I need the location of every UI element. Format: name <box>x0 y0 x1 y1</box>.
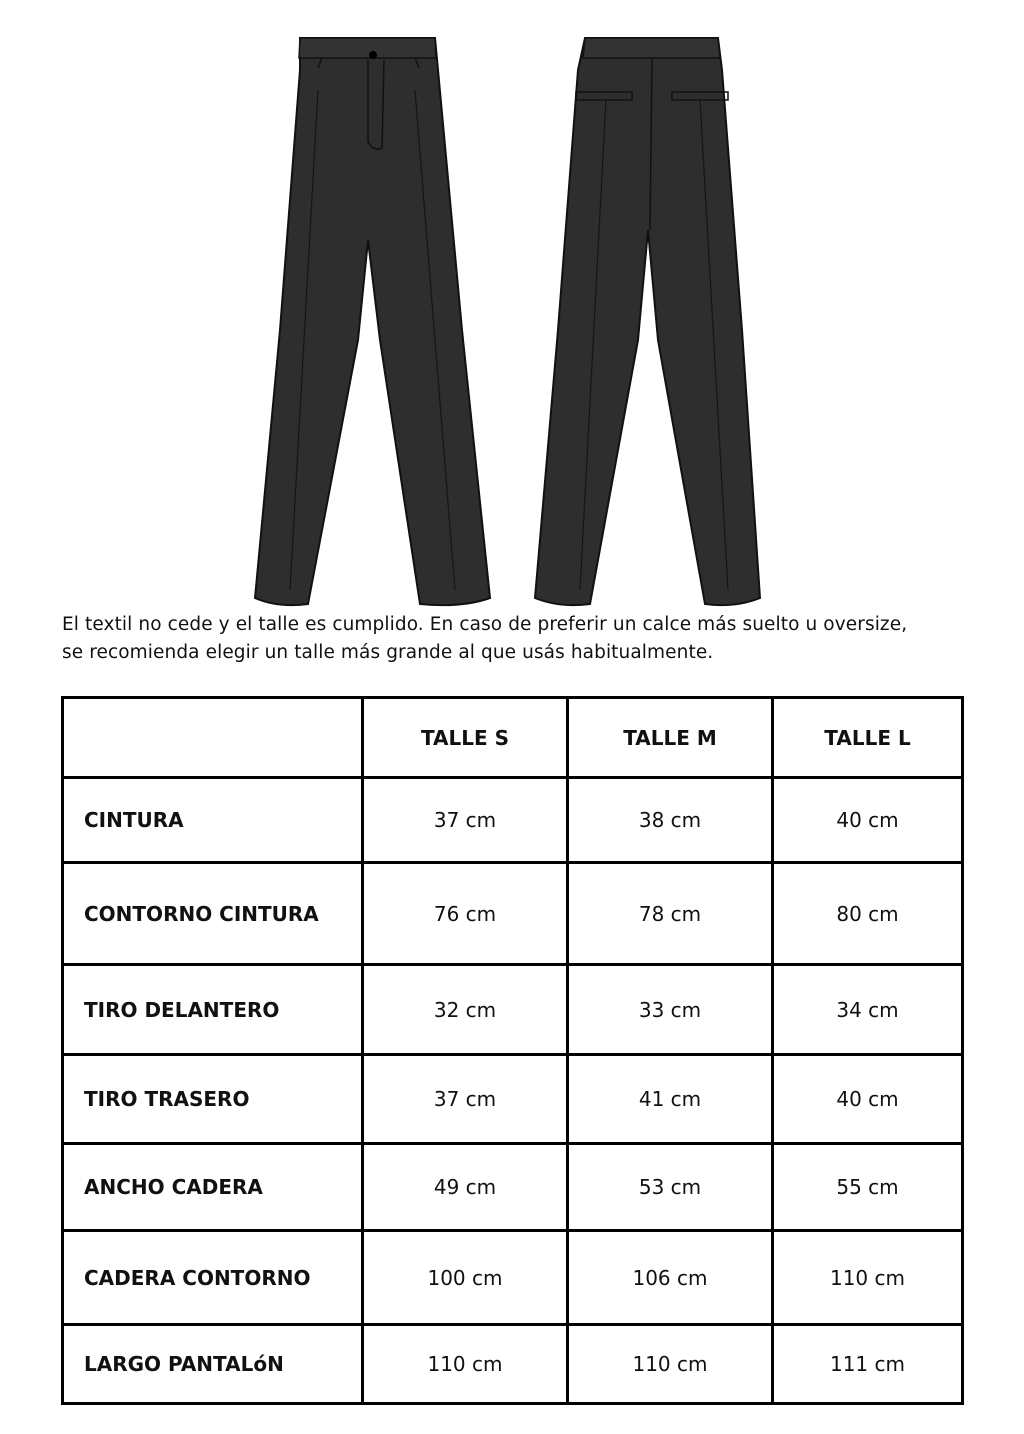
header-talle-s: TALLE S <box>363 698 568 778</box>
header-talle-m: TALLE M <box>568 698 773 778</box>
row-label: CONTORNO CINTURA <box>63 863 363 965</box>
row-label: CINTURA <box>63 778 363 863</box>
row-label: TIRO TRASERO <box>63 1055 363 1144</box>
value-m: 106 cm <box>568 1231 773 1325</box>
fit-note-line-1: El textil no cede y el talle es cumplido. En caso de preferir un calce más suelto u oversize, <box>62 614 908 635</box>
value-s: 32 cm <box>363 965 568 1055</box>
fit-note-line-2: se recomienda elegir un talle más grande al que usás habitualmente. <box>62 642 714 663</box>
header-talle-l: TALLE L <box>773 698 963 778</box>
value-l: 55 cm <box>773 1144 963 1231</box>
value-s: 37 cm <box>363 778 568 863</box>
value-m: 38 cm <box>568 778 773 863</box>
value-s: 49 cm <box>363 1144 568 1231</box>
header-empty-cell <box>63 698 363 778</box>
value-s: 110 cm <box>363 1325 568 1404</box>
value-l: 111 cm <box>773 1325 963 1404</box>
pants-back-view <box>535 38 760 605</box>
table-row <box>63 1144 963 1231</box>
value-m: 78 cm <box>568 863 773 965</box>
value-l: 40 cm <box>773 1055 963 1144</box>
table-row <box>63 1055 963 1144</box>
pants-illustration <box>250 30 770 610</box>
value-m: 33 cm <box>568 965 773 1055</box>
value-l: 80 cm <box>773 863 963 965</box>
table-row <box>63 778 963 863</box>
table-header-row <box>63 698 963 778</box>
value-l: 34 cm <box>773 965 963 1055</box>
value-s: 100 cm <box>363 1231 568 1325</box>
row-label: ANCHO CADERA <box>63 1144 363 1231</box>
table-row <box>63 1325 963 1404</box>
pants-front-view <box>255 38 490 605</box>
row-label: TIRO DELANTERO <box>63 965 363 1055</box>
size-chart-table <box>61 696 964 1405</box>
value-m: 110 cm <box>568 1325 773 1404</box>
table-row <box>63 1231 963 1325</box>
row-label: CADERA CONTORNO <box>63 1231 363 1325</box>
value-l: 110 cm <box>773 1231 963 1325</box>
value-s: 37 cm <box>363 1055 568 1144</box>
table-row <box>63 965 963 1055</box>
row-label: LARGO PANTALóN <box>63 1325 363 1404</box>
value-m: 53 cm <box>568 1144 773 1231</box>
table-row <box>63 863 963 965</box>
value-m: 41 cm <box>568 1055 773 1144</box>
value-s: 76 cm <box>363 863 568 965</box>
fit-note <box>62 611 962 667</box>
value-l: 40 cm <box>773 778 963 863</box>
